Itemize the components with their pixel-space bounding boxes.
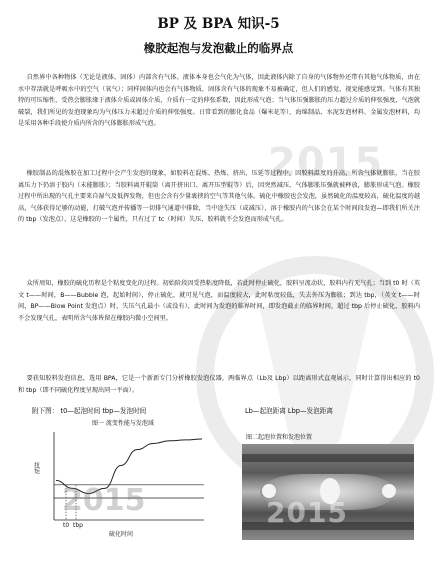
figure-rheology <box>32 418 232 543</box>
sample-photo <box>242 444 414 540</box>
x-axis-label: 硫化时间 <box>109 531 134 538</box>
photo-watermark-year: 2015 <box>266 496 348 529</box>
paragraph-1: 自然界中各种物体（无论是液体、固体）内部含有气体。液体本身也会气化为气体，因此液体内除了自身的气体物外还带有其他气体物质，由在水中存活就是呼吸水中的空气（氧气）；同样固体内也会有气体物质，固体含有气体的现象不易被确定，但人们的感觉，视觉能感觉到。气体有其独特的可压缩性，受热会膨胀缘于液体介质或固体介质，介质有一定的伸张系数，因此形成气泡；当气体压强膨胀的压力超过介质的伸张强度，气泡就破裂，我们所见的发泡现象均为气体压力未超过介质的伸张强度。日常看到的膨化食品（爆米花等），海绵制品、水泥发泡材料、金属发泡材料，均是采用各种手段使介质内所含的气体膨胀形成气泡。 <box>18 74 420 128</box>
chart-watermark-year: 2015 <box>62 483 146 518</box>
figure-caption-left <box>32 405 146 415</box>
figure-right-title: 图二起泡位置和发泡位置 <box>246 434 313 441</box>
y-axis-label: 扭矩 <box>32 462 40 474</box>
paragraph-2: 橡胶制品的混炼胶在加工过程中会产生发泡的现象，如胶料在混炼、热炼、挤出、压延等过程中，因胶料温度的升高，所含气体就膨胀，当在胶离压力下仍溶于胶内（未能膨胀）；当胶料离开辊筒（离开挤出口、离开压型辊等）后，因突然减压，气体膨胀压强就被释放，膨胀形成气泡。橡胶过程中所出现的气孔主要来自湿气及低挥发物，但也会含有少量裹挟的空气等其他气体。硫化中橡胶也会发泡，虽然硫化的温度较高，硫化温度的越高，气体获得足够的动能，打破气泡并传播等一切排气通道中排除，当中途失压（或减压），溶于橡胶内的气体会在某个时间段发泡—即我们所关注的 tbp（发泡点），这是橡胶的一个属性，只有过了 tc（时间）失压，胶料就不会发泡而形成气孔。 <box>18 170 420 224</box>
watermark-year: 2015 <box>268 140 384 186</box>
paragraph-4: 要获知胶料发泡信息，选用 BPA，它是一个新新专门分析橡胶发泡仪器，两临界点（Lb及 Lbp）以距离形式直观展示，同时计算得出相应的 t0 和 tbp（即不同硫化程度呈现出同一平面）。 <box>18 375 420 394</box>
figure-caption-right: Lb—起泡距离 Lbp—发泡距离 <box>245 407 333 415</box>
figure-bubble-position <box>240 418 415 543</box>
rheology-chart <box>32 418 232 543</box>
x-tick-label-1: t0 <box>63 522 70 529</box>
article-title: 橡胶起泡与发泡截止的临界点 <box>143 41 294 55</box>
paragraph-3: 众所周知，橡胶的硫化历程是个粘度变化的过程。初始阶段因受热粘度降低，若此时停止硫化，胶料呈流动状，胶料内有无气孔；当到 t0 时（英文 t——时间，B——Bubble 泡，起始时间），停止硫化，就可见气泡，而温度较大，此时粘度较低，失去外压为膨胀；到达 tbp，（英文 t——时间，BP——Blow Point 发泡点）时，失压气孔最小（或没有），此时间为发泡的临界时间，即发泡截止的临界时间，超过 tbp 后停止硫化，胶料内不会发现气孔，表明所含气体皆留在橡胶内微小空间里。 <box>18 280 420 322</box>
x-tick-label-2: tbp <box>73 522 83 529</box>
page-header: BP 及 BPA 知识-5 <box>157 16 280 32</box>
figure-caption-lead: 附下图： <box>32 407 59 415</box>
figure-caption-left-text: t0—起泡时间 tbp—发泡时间 <box>60 407 147 415</box>
figure-left-title: 图一 流变性能与发泡域 <box>92 420 154 427</box>
